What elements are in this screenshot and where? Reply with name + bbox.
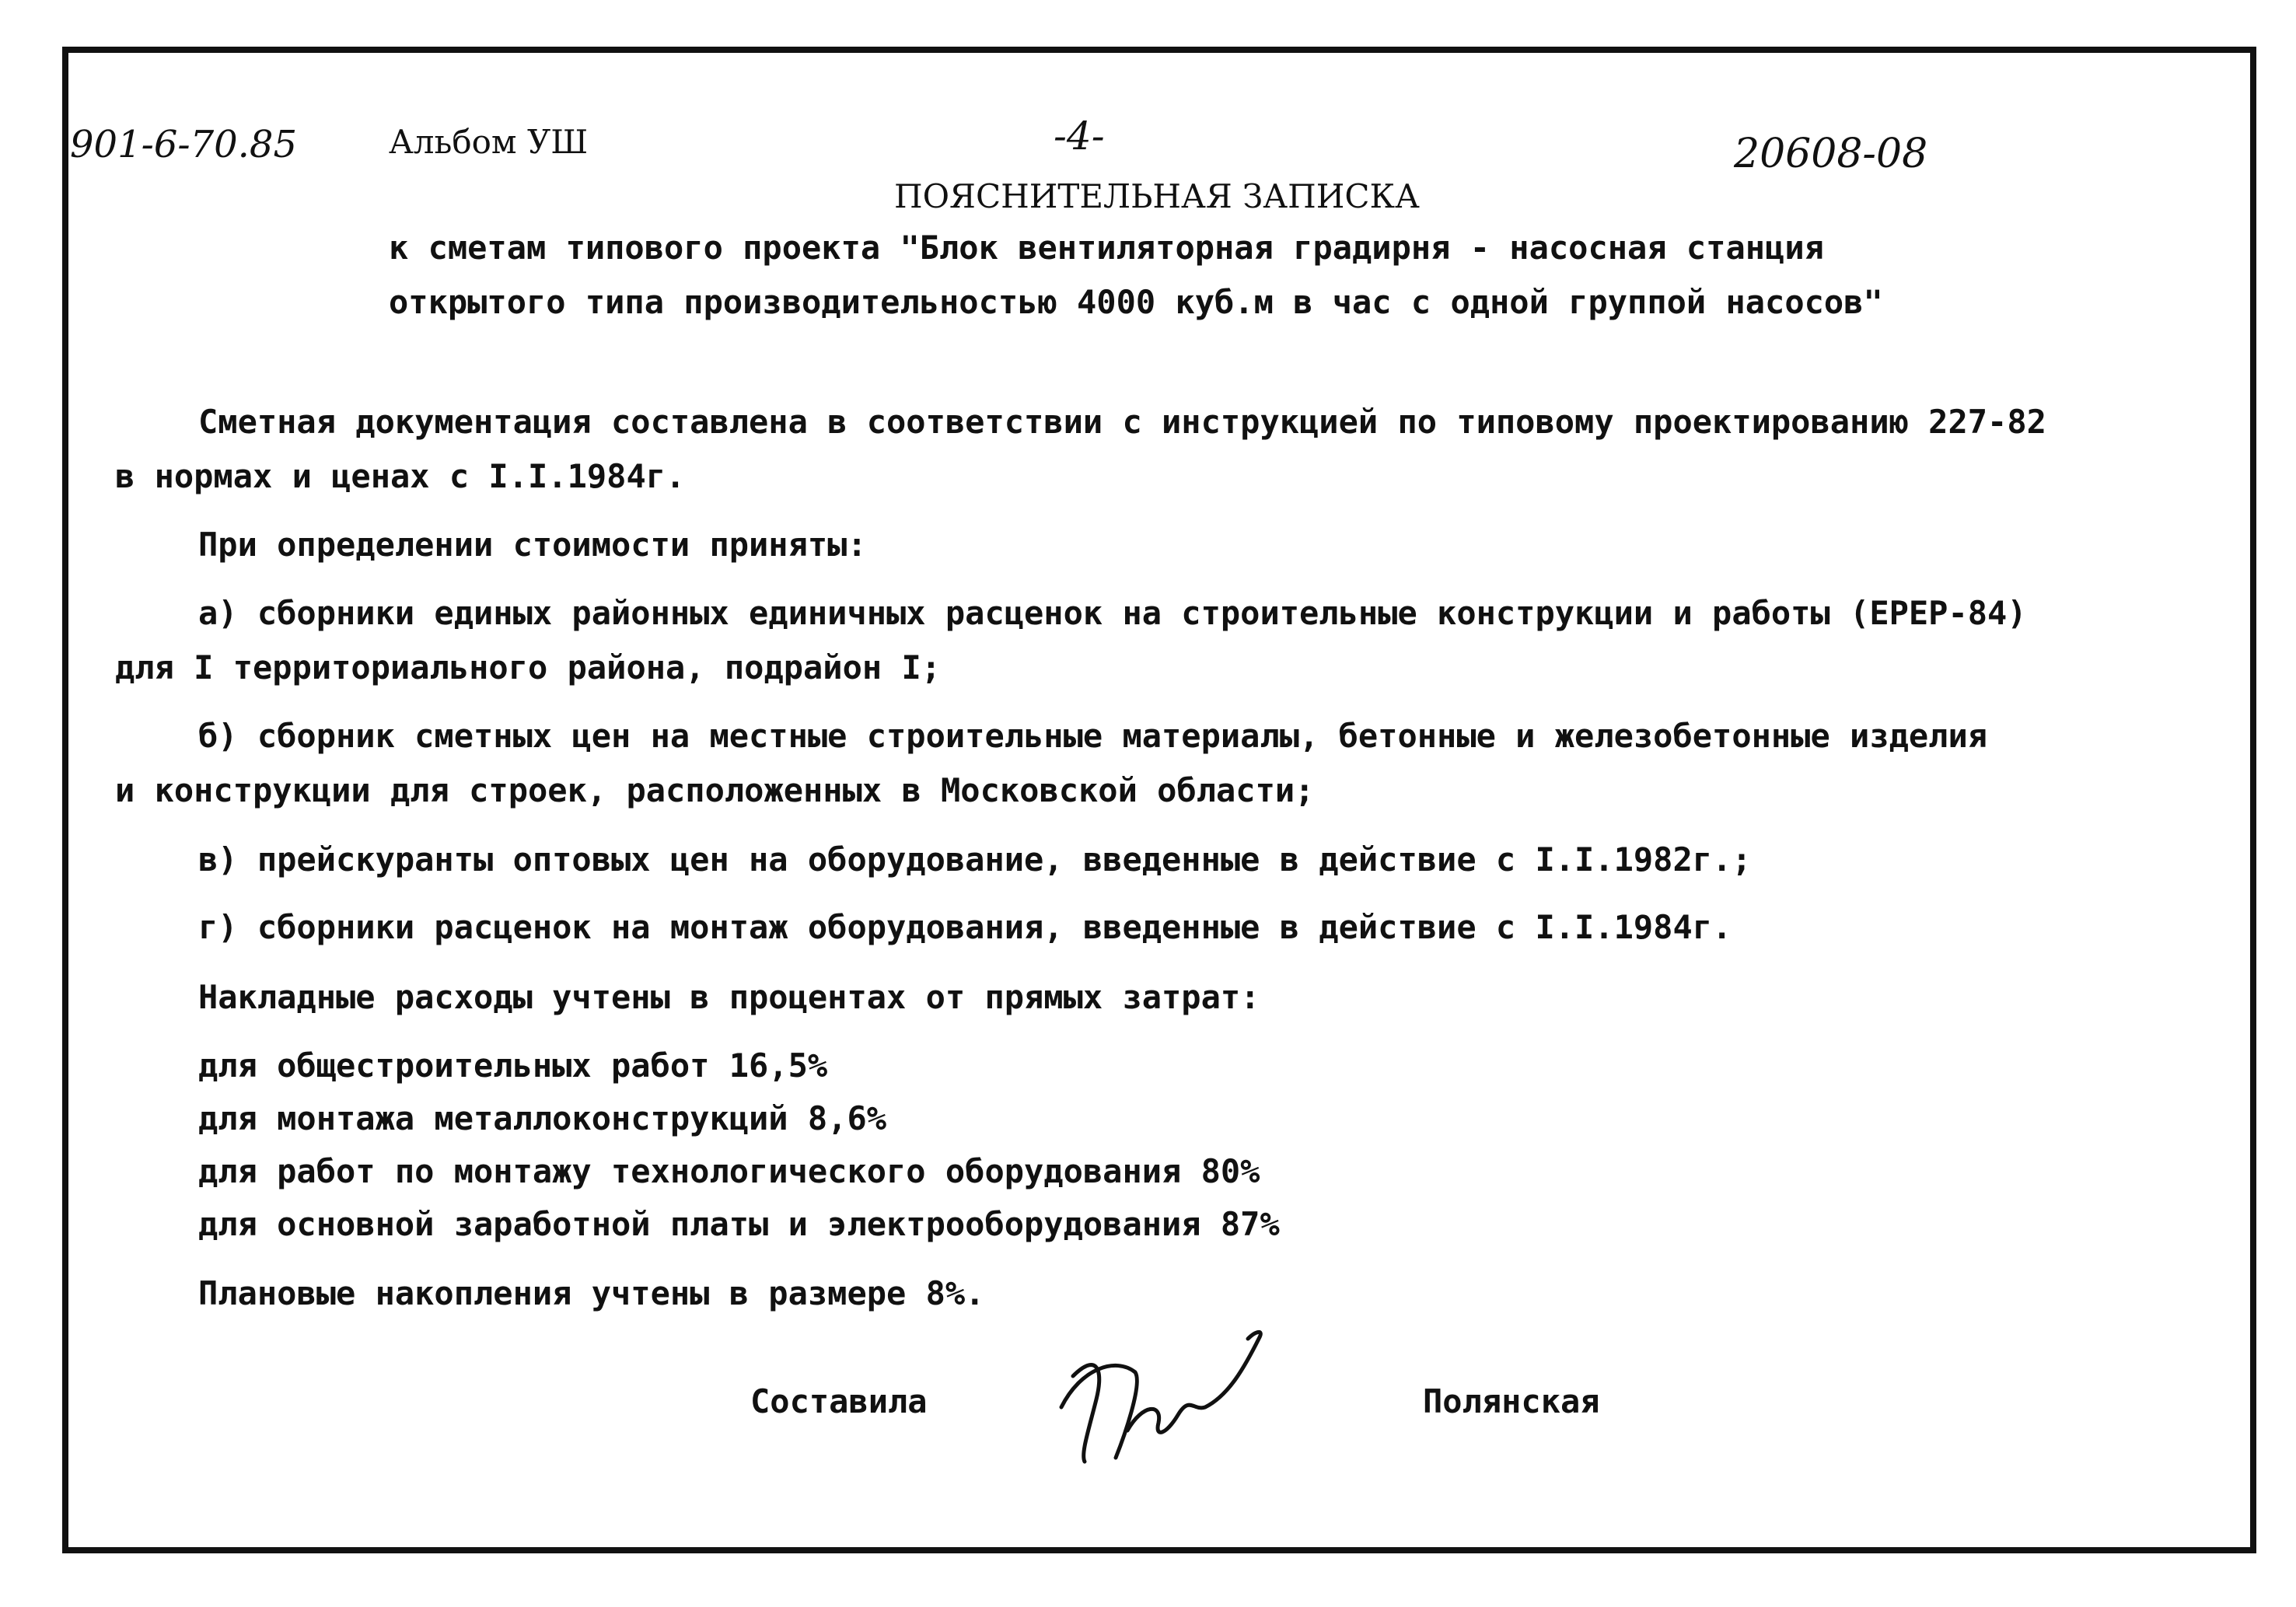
list-item-b-line-1: б) сборник сметных цен на местные строительные материалы, бетонные и железобетонные изделия bbox=[198, 717, 1988, 755]
paragraph-1-line-2: в нормах и ценах с I.I.1984г. bbox=[115, 457, 686, 495]
page-number: -4- bbox=[1054, 114, 1105, 159]
overhead-item-3: для работ по монтажу технологического оборудования 80% bbox=[198, 1152, 1260, 1190]
signer-name: Полянская bbox=[1423, 1382, 1600, 1420]
document-code-right: 20608-08 bbox=[1734, 131, 1928, 177]
album-label: Альбом УШ bbox=[389, 123, 589, 161]
list-item-v: в) прейскуранты оптовых цен на оборудование, введенные в действие с I.I.1982г.; bbox=[198, 840, 1752, 879]
page-subtitle-line-1: к сметам типового проекта "Блок вентиляторная градирня - насосная станция bbox=[389, 229, 1824, 267]
handwritten-signature bbox=[1050, 1322, 1283, 1469]
paragraph-1-line-1: Сметная документация составлена в соответствии с инструкцией по типовому проектированию 227-82 bbox=[198, 403, 2046, 441]
overhead-item-4: для основной заработной платы и электрооборудования 87% bbox=[198, 1205, 1280, 1243]
page-subtitle-line-2: открытого типа производительностью 4000 куб.м в час с одной группой насосов" bbox=[389, 283, 1883, 321]
list-item-a-line-2: для I территориального района, подрайон I; bbox=[115, 648, 942, 686]
overhead-item-2: для монтажа металлоконструкций 8,6% bbox=[198, 1099, 887, 1137]
list-item-b-line-2: и конструкции для строек, расположенных в Московской области; bbox=[115, 771, 1315, 809]
paragraph-2: При определении стоимости приняты: bbox=[198, 526, 867, 564]
overhead-item-1: для общестроительных работ 16,5% bbox=[198, 1046, 828, 1085]
page-title: ПОЯСНИТЕЛЬНАЯ ЗАПИСКА bbox=[894, 177, 1420, 215]
list-item-a-line-1: а) сборники единых районных единичных расценок на строительные конструкции и работы (ЕРЕР-84) bbox=[198, 594, 2027, 632]
document-code-left: 901-6-70.85 bbox=[70, 123, 298, 166]
list-item-g: г) сборники расценок на монтаж оборудования, введенные в действие с I.I.1984г. bbox=[198, 908, 1732, 946]
signature-label: Составила bbox=[750, 1382, 928, 1420]
planned-accumulation: Плановые накопления учтены в размере 8%. bbox=[198, 1274, 985, 1312]
overhead-intro: Накладные расходы учтены в процентах от прямых затрат: bbox=[198, 978, 1260, 1016]
